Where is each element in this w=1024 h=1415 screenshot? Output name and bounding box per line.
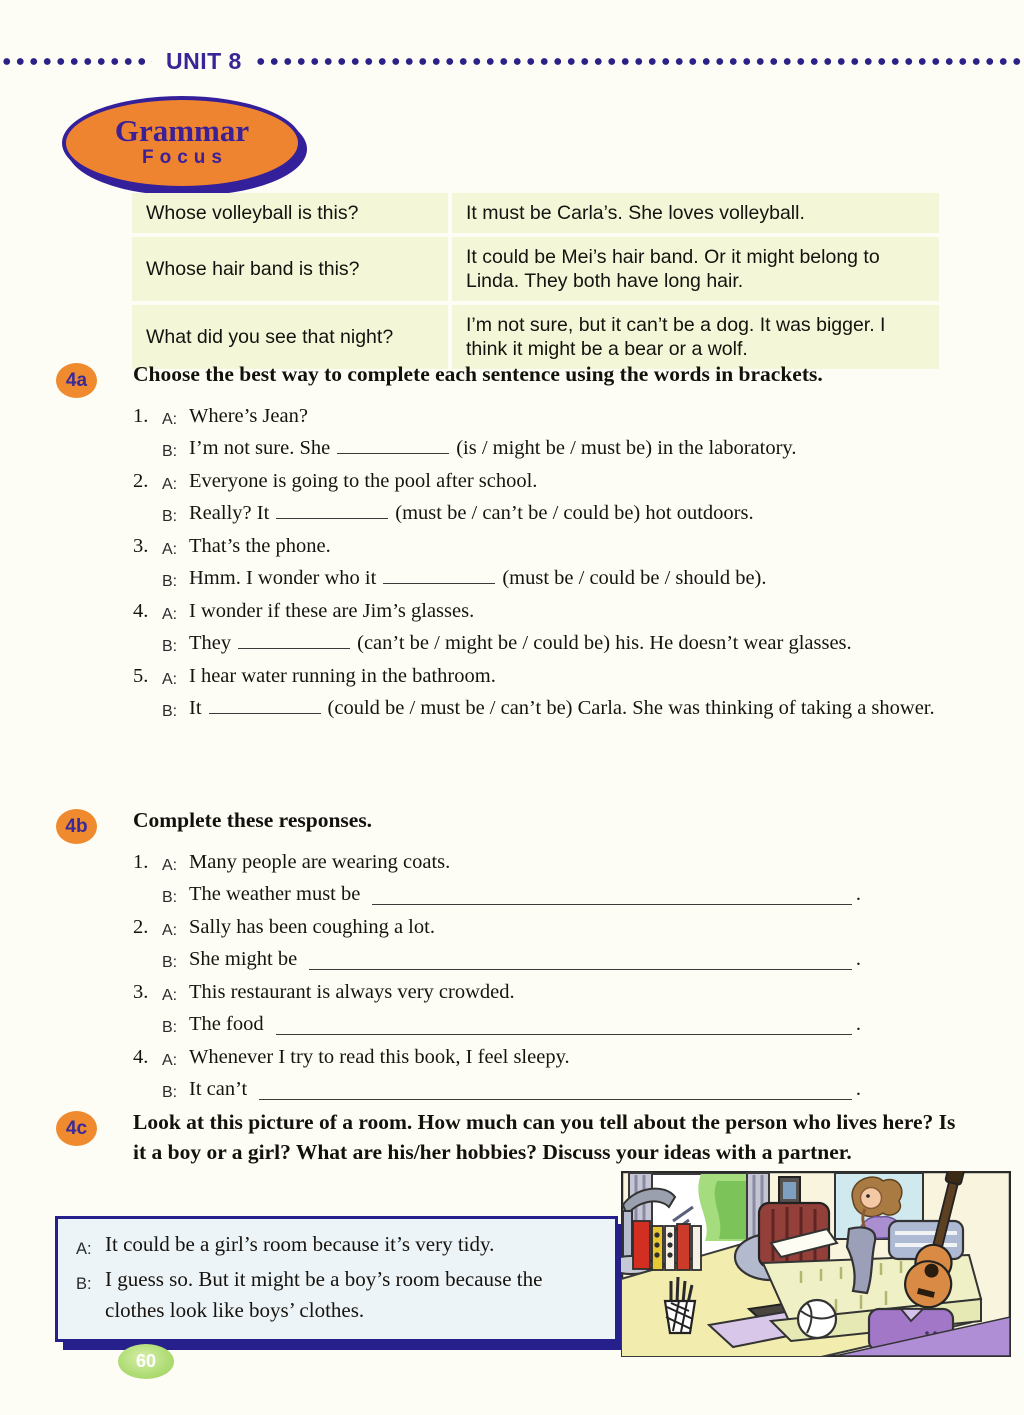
grammar-focus-badge (62, 96, 302, 190)
section-4b-badge: 4b (56, 809, 97, 844)
page-number-badge (118, 1344, 174, 1379)
volleyball (798, 1300, 836, 1338)
section-4c (0, 1108, 1024, 1167)
speaker-a-text: Whenever I try to read this book, I feel sleepy. (189, 1045, 570, 1068)
list-item (133, 848, 1024, 913)
speaker-b-text: She might be . (189, 948, 861, 970)
section-4b-instruction: Complete these responses. (133, 808, 373, 832)
dotted-rule-right (254, 57, 1024, 66)
speaker-b-label: B: (162, 573, 178, 590)
speaker-a-label: A: (162, 670, 178, 688)
answer-blank (372, 902, 852, 905)
speaker-b-text: Really? It (must be / can’t be / could be) hot outdoors. (189, 502, 754, 524)
item-number: 4. (133, 599, 149, 622)
page-number: 60 (135, 1351, 157, 1371)
answer-blank (209, 699, 321, 714)
list-item (133, 978, 1024, 1043)
speaker-a-text: This restaurant is always very crowded. (189, 980, 515, 1003)
speaker-a-text: Everyone is going to the pool after school. (189, 469, 538, 492)
room-illustration (621, 1171, 1011, 1357)
answer-blank (383, 569, 495, 584)
item-number: 1. (133, 850, 149, 873)
dotted-rule-left (0, 57, 152, 66)
speaker-b-text: They (can’t be / might be / could be) his. He doesn’t wear glasses. (189, 632, 852, 654)
speaker-a-label: A: (162, 605, 178, 623)
speaker-b-text: I’m not sure. She (is / might be / must be) in the laboratory. (189, 437, 797, 459)
grammar-focus-title: Grammar (114, 113, 250, 148)
grammar-focus-table (128, 189, 943, 373)
list-item (133, 913, 1024, 978)
item-number: 5. (133, 664, 149, 687)
speaker-a-text: I wonder if these are Jim’s glasses. (189, 599, 475, 622)
section-4b (0, 806, 1024, 1108)
speaker-a-label: A: (76, 1239, 92, 1258)
answer-cell: I’m not sure, but it can’t be a dog. It was bigger. I think it might be a bear or a wolf. (452, 305, 939, 369)
speaker-b-label: B: (162, 889, 178, 906)
section-4a-instruction: Choose the best way to complete each sentence using the words in brackets. (133, 362, 823, 386)
speaker-a-text: Many people are wearing coats. (189, 850, 451, 873)
section-4c-badge: 4c (56, 1111, 97, 1146)
speaker-b-label: B: (162, 1084, 178, 1101)
list-item (133, 532, 1024, 597)
speaker-a-label: A: (162, 410, 178, 428)
section-4a (0, 360, 1024, 727)
speaker-a-label: A: (162, 856, 178, 874)
item-number: 2. (133, 469, 149, 492)
speaker-a-label: A: (162, 475, 178, 493)
wall-picture (779, 1177, 800, 1204)
item-number: 3. (133, 980, 149, 1003)
speaker-a-label: A: (162, 986, 178, 1004)
list-item (133, 662, 1024, 727)
list-item (133, 597, 1024, 662)
grammar-focus-subtitle: Focus (142, 147, 228, 168)
table-row (132, 237, 939, 301)
section-4b-items (133, 848, 1024, 1108)
answer-blank (276, 1032, 852, 1035)
unit-header-rule (0, 47, 1024, 74)
section-4c-instruction: Look at this picture of a room. How much can you tell about the person who lives here? Is it a boy or a girl? What are his/her hobbies? Discuss your ideas with a partner. (133, 1110, 956, 1164)
speaker-b-text: I guess so. But it might be a boy’s room because the clothes look like boys’ clothes. (105, 1267, 543, 1322)
question-cell: What did you see that night? (132, 305, 448, 369)
speaker-b-label: B: (162, 443, 178, 460)
item-number: 2. (133, 915, 149, 938)
speaker-b-text: The weather must be . (189, 883, 861, 905)
speaker-a-text: It could be a girl’s room because it’s very tidy. (105, 1232, 495, 1256)
speaker-a-text: That’s the phone. (189, 534, 331, 557)
speaker-b-label: B: (162, 703, 178, 720)
item-number: 1. (133, 404, 149, 427)
sample-dialog-box (55, 1216, 618, 1342)
section-4a-badge: 4a (56, 363, 97, 398)
list-item (133, 1043, 1024, 1108)
answer-blank (238, 634, 350, 649)
speaker-b-text: It can’t . (189, 1078, 861, 1100)
item-number: 4. (133, 1045, 149, 1068)
speaker-a-label: A: (162, 921, 178, 939)
speaker-a-text: Sally has been coughing a lot. (189, 915, 435, 938)
answer-cell: It must be Carla’s. She loves volleyball. (452, 193, 939, 233)
answer-blank (309, 967, 852, 970)
speaker-b-label: B: (162, 954, 178, 971)
list-item (133, 402, 1024, 467)
unit-label: UNIT 8 (166, 47, 242, 74)
speaker-b-text: The food . (189, 1013, 861, 1035)
speaker-b-label: B: (76, 1274, 92, 1293)
speaker-a-text: Where’s Jean? (189, 404, 308, 427)
speaker-b-text: It (could be / must be / can’t be) Carla. She was thinking of taking a shower. (189, 697, 935, 719)
speaker-b-label: B: (162, 638, 178, 655)
list-item (133, 467, 1024, 532)
speaker-a-label: A: (162, 1051, 178, 1069)
answer-blank (276, 504, 388, 519)
answer-blank (337, 439, 449, 454)
speaker-b-text: Hmm. I wonder who it (must be / could be / should be). (189, 567, 767, 589)
question-cell: Whose volleyball is this? (132, 193, 448, 233)
speaker-a-label: A: (162, 540, 178, 558)
table-row (132, 193, 939, 233)
answer-blank (259, 1097, 852, 1100)
books (633, 1221, 701, 1270)
speaker-b-label: B: (162, 1019, 178, 1036)
section-4a-items (133, 402, 1024, 727)
speaker-b-label: B: (162, 508, 178, 525)
speaker-a-text: I hear water running in the bathroom. (189, 664, 496, 687)
item-number: 3. (133, 534, 149, 557)
question-cell: Whose hair band is this? (132, 237, 448, 301)
answer-cell: It could be Mei’s hair band. Or it might belong to Linda. They both have long hair. (452, 237, 939, 301)
